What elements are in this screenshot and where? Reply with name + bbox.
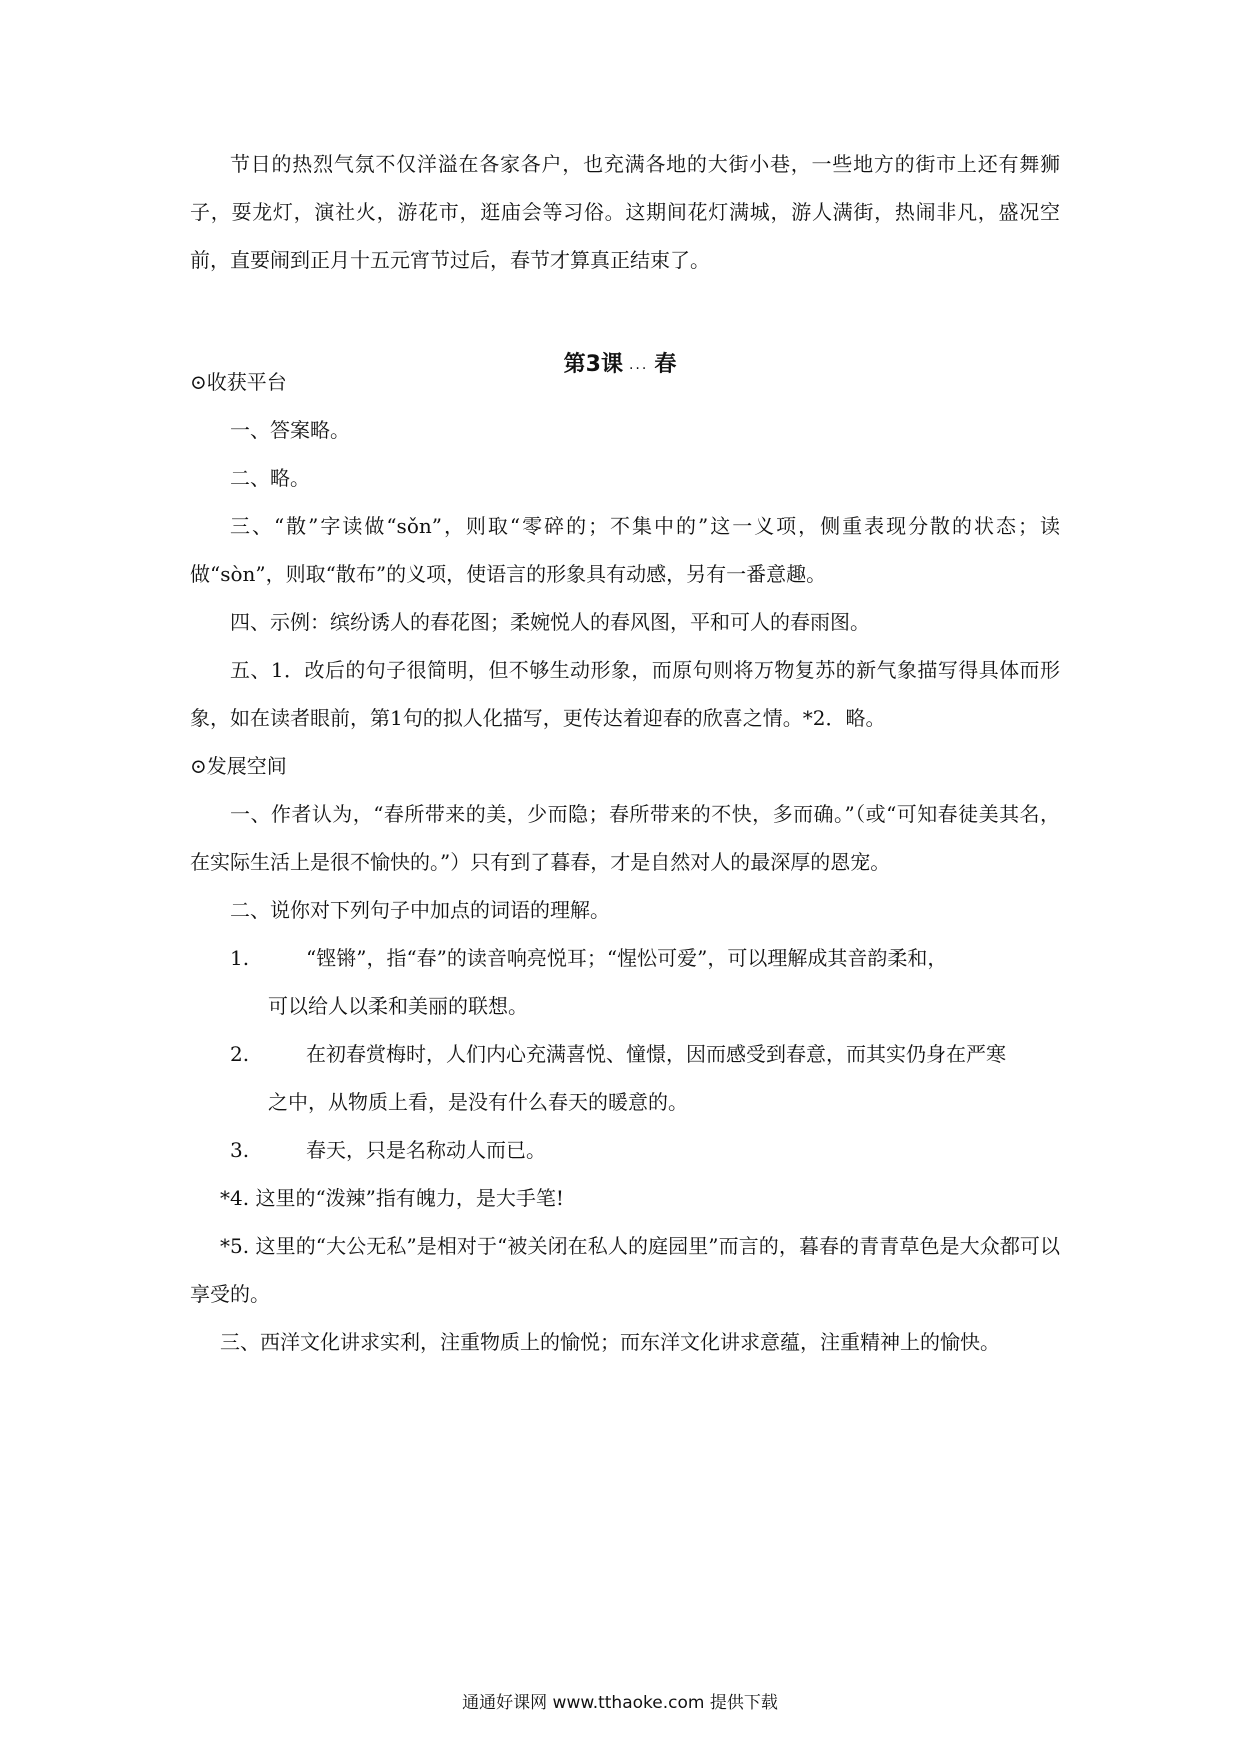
lesson-title-dots: ... — [628, 357, 649, 373]
development-item-1-text: 一、作者认为，“春所带来的美，少而隐；春所带来的不快，多而确。”（或“可知春徒美其名，在实际生活上是很不愉快的。”）只有到了暮春，才是自然对人的最深厚的恩宠。 — [190, 802, 1060, 874]
section-heading-harvest: ⊙收获平台 — [190, 370, 287, 394]
section-heading-development: ⊙发展空间 — [190, 754, 287, 778]
answer-3-text: 三、“散”字读做“sǒn”，则取“零碎的；不集中的”这一义项，侧重表现分散的状态；读做“sòn”，则取“散布”的义项，使语言的形象具有动感，另有一番意趣。 — [190, 514, 1060, 586]
answer-3 — [190, 502, 1060, 598]
numbered-item-1-line2: 可以给人以柔和美丽的联想。 — [268, 994, 528, 1018]
answer-4: 四、示例：缤纷诱人的春花图；柔婉悦人的春风图，平和可人的春雨图。 — [230, 610, 870, 634]
starred-item-4: *4. 这里的“泼辣”指有魄力，是大手笔! — [220, 1186, 564, 1210]
lesson-title-number: 第3课 — [563, 352, 623, 377]
answer-5-text: 五、1．改后的句子很简明，但不够生动形象，而原句则将万物复苏的新气象描写得具体而形象，如在读者眼前，第1句的拟人化描写，更传达着迎春的欣喜之情。*2．略。 — [190, 658, 1060, 730]
numbered-item-3-line1: 春天，只是名称动人而已。 — [306, 1138, 546, 1162]
lesson-title-name: 春 — [654, 352, 677, 377]
numbered-item-2-line1: 在初春赏梅时，人们内心充满喜悦、憧憬，因而感受到春意，而其实仍身在严寒 — [306, 1042, 1006, 1066]
answer-1: 一、答案略。 — [230, 418, 350, 442]
development-item-1 — [190, 790, 1060, 886]
starred-item-5 — [190, 1222, 1060, 1318]
numbered-item-2-number: 2. — [230, 1042, 250, 1066]
numbered-item-1 — [190, 934, 1060, 1030]
answer-2: 二、略。 — [230, 466, 310, 490]
starred-item-5-text: *5. 这里的“大公无私”是相对于“被关闭在私人的庭园里”而言的，暮春的青青草色是大众都可以享受的。 — [190, 1234, 1060, 1306]
development-item-2: 二、说你对下列句子中加点的词语的理解。 — [230, 898, 610, 922]
development-item-3: 三、西洋文化讲求实利，注重物质上的愉悦；而东洋文化讲求意蕴，注重精神上的愉快。 — [220, 1330, 1000, 1354]
numbered-item-1-line1: “铿锵”，指“春”的读音响亮悦耳；“惺忪可爱”，可以理解成其音韵柔和， — [306, 946, 948, 970]
intro-text: 节日的热烈气氛不仅洋溢在各家各户，也充满各地的大街小巷，一些地方的街市上还有舞狮子，耍龙灯，演社火，游花市，逛庙会等习俗。这期间花灯满城，游人满街，热闹非凡，盛况空前，直要闹到正月十五元宵节过后，春节才算真正结束了。 — [190, 152, 1060, 272]
numbered-item-1-number: 1. — [230, 946, 250, 970]
page-footer: 通通好课网 www.tthaoke.com 提供下载 — [462, 1693, 778, 1713]
intro-paragraph — [190, 140, 1060, 284]
numbered-item-2-line2: 之中，从物质上看，是没有什么春天的暖意的。 — [268, 1090, 688, 1114]
numbered-item-3 — [190, 1126, 1060, 1174]
answer-5 — [190, 646, 1060, 742]
numbered-item-3-number: 3. — [230, 1138, 250, 1162]
numbered-item-2 — [190, 1030, 1060, 1126]
